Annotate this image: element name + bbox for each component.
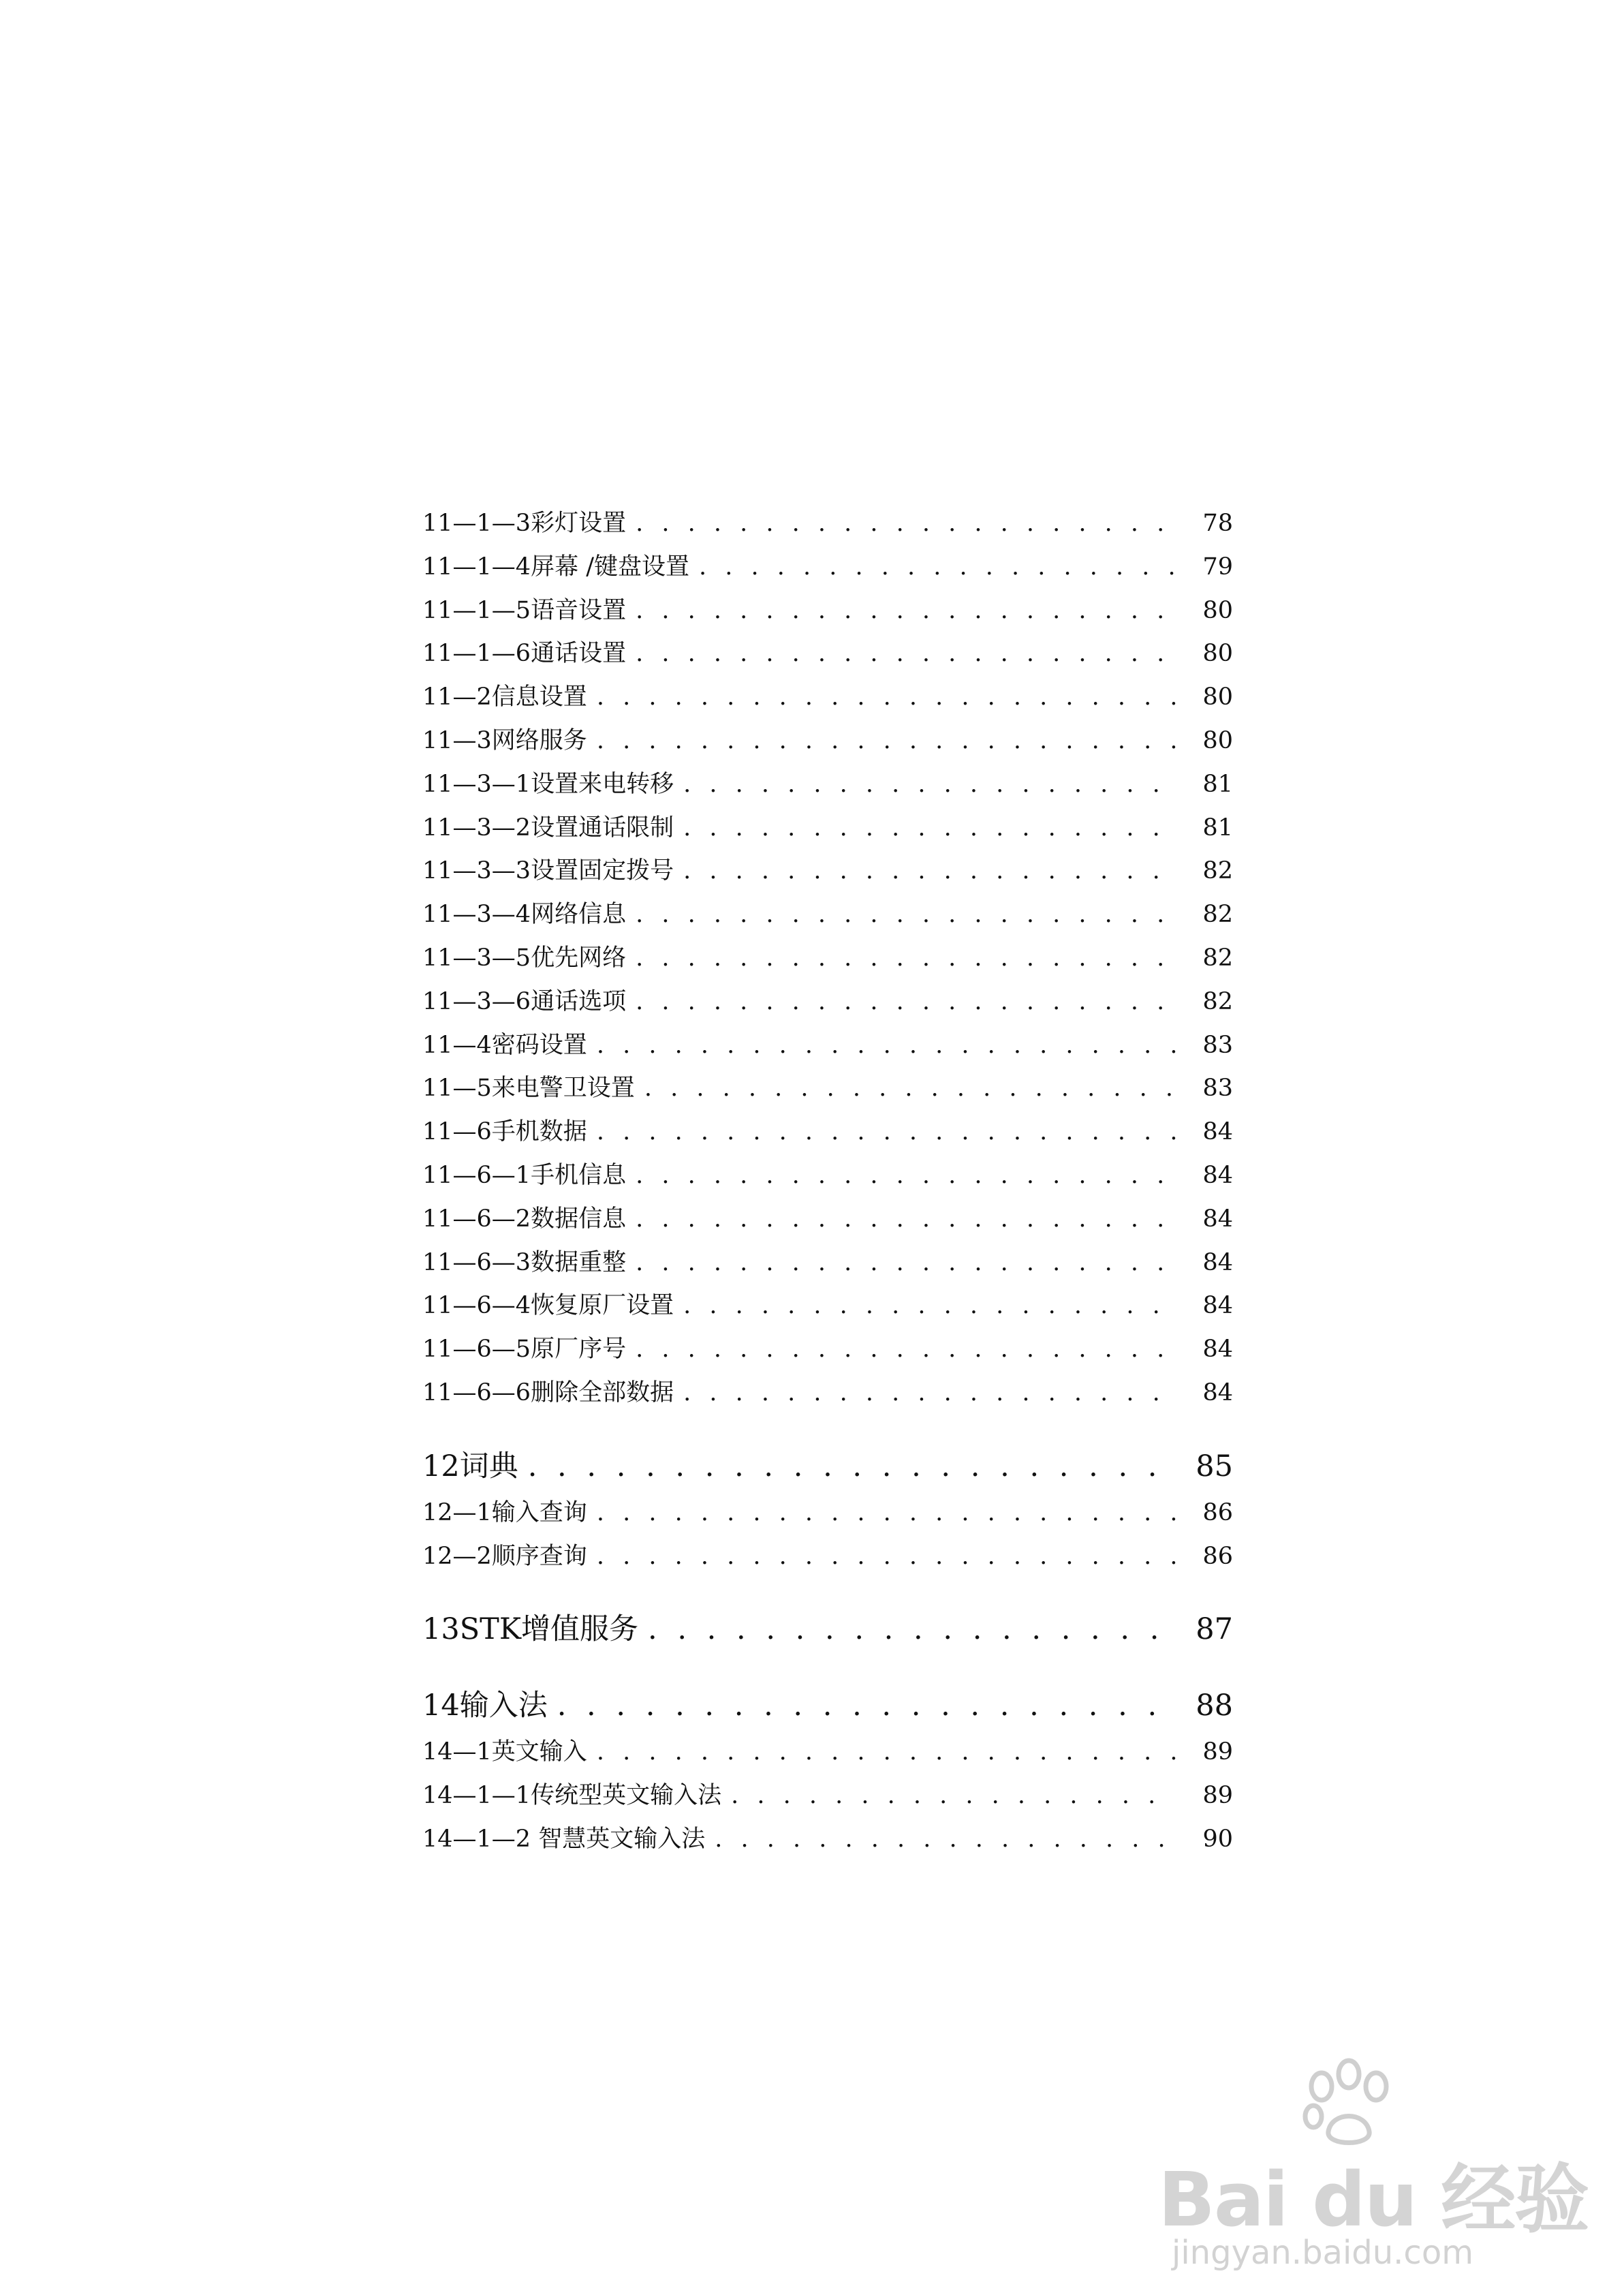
toc-entry-page: 84 (1202, 1161, 1233, 1189)
toc-entry-page: 90 (1202, 1825, 1233, 1853)
toc-entry[interactable] (422, 1069, 1233, 1113)
toc-leader-dots (644, 1075, 1176, 1102)
toc-entry-label: 11—6—2数据信息 (422, 1205, 627, 1233)
toc-entry-page: 87 (1196, 1612, 1233, 1647)
toc-entry-label: 11—4密码设置 (422, 1031, 587, 1059)
toc-entry-label: 14—1英文输入 (422, 1738, 587, 1766)
toc-entry[interactable] (422, 1494, 1233, 1537)
baidu-jingyan-watermark (1158, 2051, 1589, 2272)
toc-entry-label: 11—6—4恢复原厂设置 (422, 1292, 674, 1320)
toc-leader-dots (683, 857, 1176, 884)
toc-entry-page: 84 (1202, 1336, 1233, 1364)
toc-leader-dots (597, 1032, 1176, 1059)
toc-leader-dots (636, 944, 1176, 972)
toc-entry[interactable] (422, 1200, 1233, 1244)
toc-entry-label: 11—6—1手机信息 (422, 1161, 627, 1189)
toc-leader-dots (715, 1826, 1176, 1853)
toc-entry-page: 84 (1202, 1248, 1233, 1276)
toc-entry-page: 80 (1202, 596, 1233, 624)
toc-leader-dots (597, 683, 1176, 711)
toc-entry-label: 11—6—5原厂序号 (422, 1336, 627, 1364)
toc-entry-label: 11—3网络服务 (422, 726, 587, 754)
toc-entry-page: 78 (1202, 510, 1233, 537)
toc-entry-page: 82 (1202, 901, 1233, 929)
toc-chapter-entry[interactable] (422, 1682, 1233, 1733)
toc-entry[interactable] (422, 1537, 1233, 1581)
toc-entry[interactable] (422, 1156, 1233, 1200)
toc-entry-page: 84 (1202, 1118, 1233, 1146)
toc-entry-label: 13STK增值服务 (422, 1612, 638, 1647)
toc-leader-dots (597, 1118, 1176, 1145)
toc-entry-page: 82 (1202, 944, 1233, 972)
toc-entry-label: 11—3—1设置来电转移 (422, 770, 674, 798)
toc-leader-dots (636, 597, 1176, 624)
toc-entry[interactable] (422, 939, 1233, 983)
toc-chapter-entry[interactable] (422, 1606, 1233, 1657)
toc-entry[interactable] (422, 591, 1233, 635)
toc-entry-page: 89 (1202, 1782, 1233, 1810)
toc-entry-label: 11—1—3彩灯设置 (422, 510, 627, 537)
toc-entry[interactable] (422, 1026, 1233, 1070)
toc-leader-dots (636, 510, 1176, 537)
toc-entry-label: 11—5来电警卫设置 (422, 1075, 635, 1103)
toc-entry-page: 82 (1202, 987, 1233, 1015)
toc-entry-page: 84 (1202, 1378, 1233, 1406)
toc-entry[interactable] (422, 1330, 1233, 1374)
toc-leader-dots (636, 1336, 1176, 1363)
toc-entry[interactable] (422, 809, 1233, 852)
toc-entry[interactable] (422, 1374, 1233, 1417)
toc-leader-dots (597, 1543, 1176, 1570)
toc-entry[interactable] (422, 1287, 1233, 1330)
toc-entry-label: 11—1—6通话设置 (422, 640, 627, 668)
toc-chapter-entry[interactable] (422, 1443, 1233, 1494)
table-of-contents (422, 504, 1233, 1864)
toc-entry[interactable] (422, 1244, 1233, 1287)
toc-entry-label: 11—3—4网络信息 (422, 901, 627, 929)
toc-entry[interactable] (422, 895, 1233, 939)
toc-leader-dots (597, 727, 1176, 754)
toc-entry-label: 11—6—3数据重整 (422, 1248, 627, 1276)
toc-entry-page: 85 (1196, 1449, 1233, 1483)
toc-leader-dots (648, 1612, 1176, 1646)
toc-entry[interactable] (422, 1776, 1233, 1820)
toc-entry[interactable] (422, 1113, 1233, 1156)
toc-entry-label: 11—6手机数据 (422, 1118, 587, 1146)
toc-entry[interactable] (422, 678, 1233, 722)
toc-leader-dots (557, 1689, 1176, 1723)
toc-entry-page: 80 (1202, 683, 1233, 711)
toc-entry-label: 14—1—1传统型英文输入法 (422, 1782, 722, 1810)
toc-entry-page: 81 (1202, 814, 1233, 842)
toc-leader-dots (683, 1292, 1176, 1319)
toc-entry-page: 84 (1202, 1292, 1233, 1320)
watermark-url: jingyan.baidu.com (1172, 2234, 1473, 2272)
toc-entry-page: 83 (1202, 1031, 1233, 1059)
toc-entry-page: 84 (1202, 1205, 1233, 1233)
toc-entry-label: 11—6—6删除全部数据 (422, 1378, 674, 1406)
toc-entry[interactable] (422, 852, 1233, 895)
toc-leader-dots (597, 1499, 1176, 1526)
toc-entry-label: 11—1—4屏幕 /键盘设置 (422, 553, 689, 581)
toc-entry[interactable] (422, 548, 1233, 591)
toc-entry[interactable] (422, 765, 1233, 809)
toc-entry-label: 11—3—3设置固定拨号 (422, 857, 674, 885)
toc-leader-dots (636, 901, 1176, 928)
toc-entry-label: 11—3—6通话选项 (422, 987, 627, 1015)
toc-leader-dots (528, 1449, 1176, 1483)
toc-leader-dots (683, 771, 1176, 798)
watermark-logo-text: Bai du 经验 (1158, 2156, 1589, 2243)
toc-entry-page: 83 (1202, 1075, 1233, 1103)
toc-entry[interactable] (422, 1733, 1233, 1776)
toc-leader-dots (636, 988, 1176, 1015)
toc-leader-dots (636, 1162, 1176, 1189)
toc-leader-dots (699, 553, 1176, 581)
toc-entry[interactable] (422, 722, 1233, 765)
toc-entry-label: 11—1—5语音设置 (422, 596, 627, 624)
toc-entry-label: 11—3—5优先网络 (422, 944, 627, 972)
toc-leader-dots (683, 1379, 1176, 1406)
toc-entry-label: 11—3—2设置通话限制 (422, 814, 674, 842)
toc-entry-label: 12—2顺序查询 (422, 1542, 587, 1570)
toc-entry-label: 11—2信息设置 (422, 683, 587, 711)
toc-entry-page: 80 (1202, 640, 1233, 668)
toc-entry-label: 12—1输入查询 (422, 1498, 587, 1526)
toc-entry[interactable] (422, 1820, 1233, 1864)
toc-entry[interactable] (422, 983, 1233, 1026)
toc-entry-page: 88 (1196, 1689, 1233, 1723)
toc-entry-page: 86 (1202, 1498, 1233, 1526)
toc-entry-label: 14—1—2 智慧英文输入法 (422, 1825, 706, 1853)
toc-entry-page: 79 (1202, 553, 1233, 581)
toc-entry-page: 80 (1202, 726, 1233, 754)
toc-entry-page: 82 (1202, 857, 1233, 885)
toc-leader-dots (597, 1738, 1176, 1766)
toc-leader-dots (636, 640, 1176, 667)
toc-leader-dots (636, 1205, 1176, 1233)
toc-entry-label: 14输入法 (422, 1689, 548, 1723)
toc-entry-page: 81 (1202, 770, 1233, 798)
toc-entry-page: 86 (1202, 1542, 1233, 1570)
toc-entry-page: 89 (1202, 1738, 1233, 1766)
toc-entry-label: 12词典 (422, 1449, 518, 1483)
toc-leader-dots (683, 814, 1176, 842)
toc-leader-dots (636, 1249, 1176, 1276)
toc-entry[interactable] (422, 504, 1233, 548)
toc-leader-dots (731, 1782, 1176, 1809)
toc-entry[interactable] (422, 634, 1233, 678)
